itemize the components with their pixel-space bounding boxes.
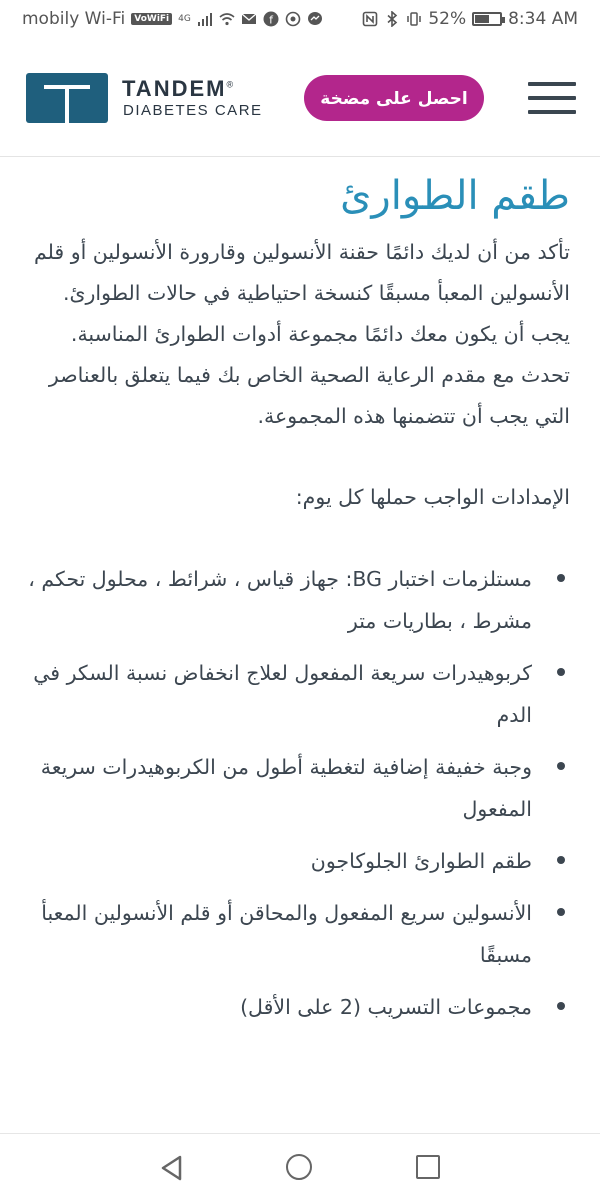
list-item: مجموعات التسريب (2 على الأقل) <box>25 986 570 1028</box>
battery-percent: 52% <box>428 9 467 29</box>
menu-line <box>528 110 576 114</box>
intro-paragraph: تأكد من أن لديك دائمًا حقنة الأنسولين وقارورة الأنسولين أو قلم الأنسولين المعبأ مسبقًا كنسخة احتياطية في حالات الطوارئ. يجب أن يكون معك دائمًا مجموعة أدوات الطوارئ المناسبة. تحدث مع مقدم الرعاية الصحية الخاص بك فيما يتعلق بالعناصر التي يجب أن تتضمنها هذه المجموعة. <box>33 240 570 428</box>
list-item: وجبة خفيفة إضافية لتغطية أطول من الكربوهيدرات سريعة المفعول <box>25 746 570 830</box>
battery-icon <box>472 12 502 26</box>
brand-tagline: DIABETES CARE <box>123 102 263 119</box>
nfc-icon <box>362 11 378 27</box>
menu-line <box>528 82 576 86</box>
site-header <box>0 40 600 157</box>
home-circle-icon[interactable] <box>286 1154 312 1180</box>
whatsapp-icon <box>285 11 301 27</box>
list-item: الأنسولين سريع المفعول والمحاقن أو قلم الأنسولين المعبأ مسبقًا <box>25 892 570 976</box>
list-item: كربوهيدرات سريعة المفعول لعلاج انخفاض نسبة السكر في الدم <box>25 652 570 736</box>
carrier-label: mobily Wi-Fi <box>22 9 126 29</box>
tandem-logo-icon[interactable] <box>26 73 108 123</box>
status-right <box>362 9 578 29</box>
page-title: طقم الطوارئ <box>340 173 570 219</box>
status-bar <box>0 0 600 40</box>
signal-icon <box>197 11 213 27</box>
recents-square-icon[interactable] <box>416 1155 440 1179</box>
bluetooth-icon <box>384 11 400 27</box>
network-type: 4G <box>178 14 191 24</box>
list-item: طقم الطوارئ الجلوكاجون <box>25 840 570 882</box>
article-content <box>25 158 570 1038</box>
brand-name-text: TANDEM <box>122 76 227 101</box>
menu-line <box>528 96 576 100</box>
vowifi-badge: VoWiFi <box>131 13 172 25</box>
mail-icon <box>241 11 257 27</box>
supplies-heading: الإمدادات الواجب حملها كل يوم: <box>295 485 570 509</box>
vibrate-icon <box>406 11 422 27</box>
wifi-icon <box>219 11 235 27</box>
svg-text:f: f <box>268 13 273 27</box>
list-item: مستلزمات اختبار BG: جهاز قياس ، شرائط ، محلول تحكم ، مشرط ، بطاريات متر <box>25 558 570 642</box>
brand-name[interactable] <box>122 76 233 102</box>
facebook-icon <box>263 11 279 27</box>
android-nav-bar <box>0 1133 600 1200</box>
hamburger-menu-icon[interactable] <box>528 82 576 116</box>
battery-level <box>475 15 489 23</box>
get-a-pump-button[interactable]: احصل على مضخة <box>304 75 484 121</box>
logo-t-stem <box>65 85 69 123</box>
back-triangle-icon[interactable] <box>158 1154 186 1182</box>
brand-registered-mark: ® <box>226 79 234 90</box>
status-left <box>22 9 323 29</box>
supplies-list <box>25 558 570 1028</box>
clock: 8:34 AM <box>508 9 578 29</box>
messenger-icon <box>307 11 323 27</box>
